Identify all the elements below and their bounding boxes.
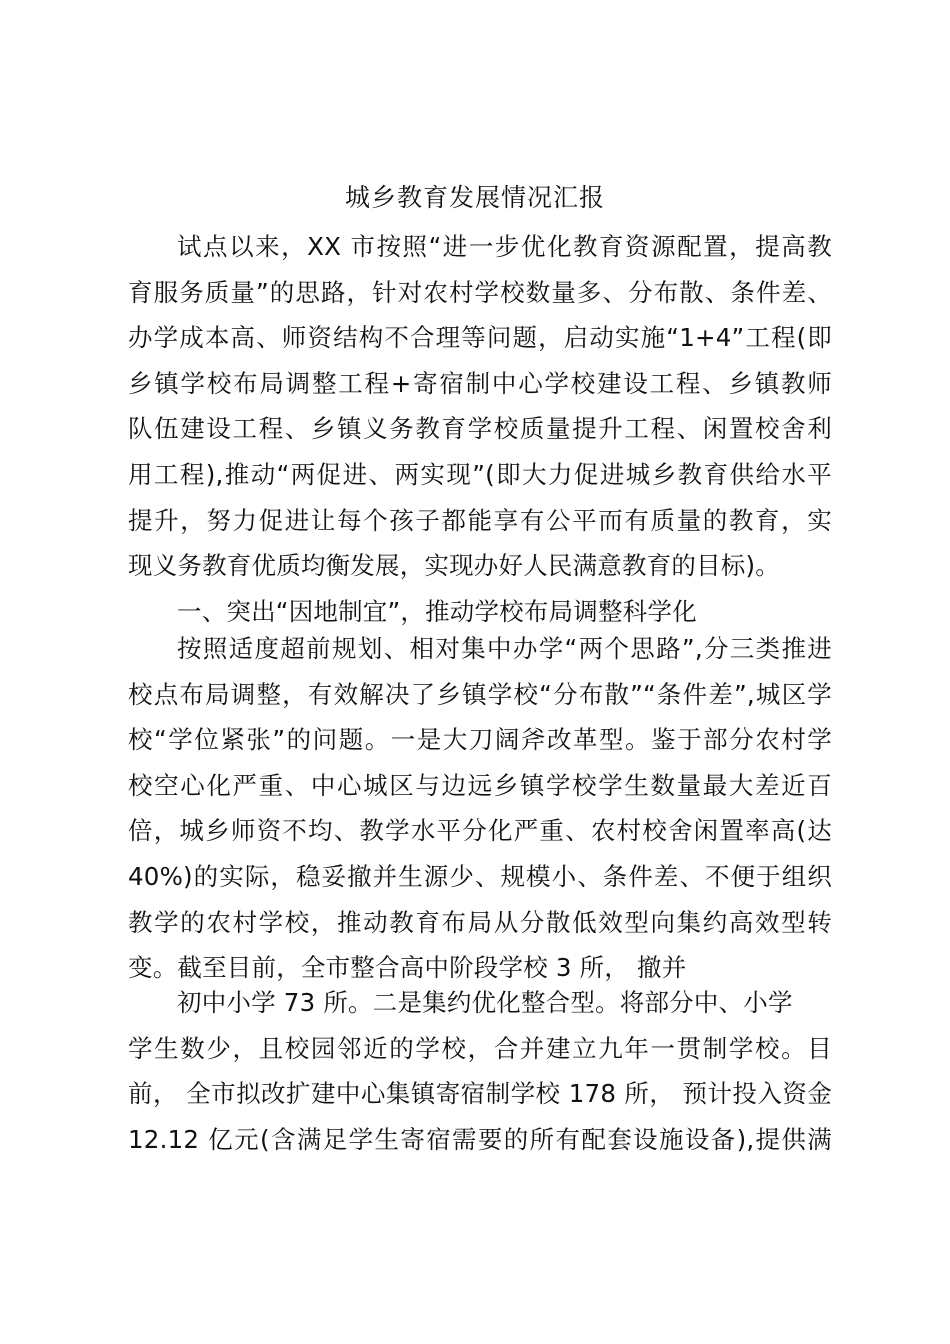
paragraph-line: 校空心化严重、中心城区与边远乡镇学校学生数量最大差近百 [128,770,832,800]
paragraph-line: 前， 全市拟改扩建中心集镇寄宿制学校 178 所， 预计投入资金 [128,1079,832,1109]
paragraph-line: 校点布局调整，有效解决了乡镇学校“分布散”“条件差”,城区学 [128,679,832,709]
paragraph-line: 按照适度超前规划、相对集中办学“两个思路”,分三类推进 [177,634,832,663]
paragraph-line: 变。截至目前，全市整合高中阶段学校 3 所， 撤并 [128,953,687,983]
paragraph-line: 初中小学 73 所。二是集约优化整合型。将部分中、小学 [177,988,793,1017]
paragraph-line: 40%)的实际，稳妥撤并生源少、规模小、条件差、不便于组织 [128,861,832,891]
section-heading: 一、突出“因地制宜”，推动学校布局调整科学化 [177,597,697,626]
paragraph-line: 育服务质量”的思路，针对农村学校数量多、分布散、条件差、 [128,277,832,307]
paragraph-line: 办学成本高、师资结构不合理等问题，启动实施“1+4”工程(即 [128,323,832,353]
paragraph-line: 试点以来，XX 市按照“进一步优化教育资源配置，提高教 [177,232,832,261]
paragraph-line: 教学的农村学校，推动教育布局从分散低效型向集约高效型转 [128,907,832,937]
paragraph-line: 提升，努力促进让每个孩子都能享有公平而有质量的教育，实 [128,505,832,535]
intro-paragraph [128,224,832,589]
paragraph-line: 队伍建设工程、乡镇义务教育学校质量提升工程、闲置校舍利 [128,414,832,444]
document-title: 城乡教育发展情况汇报 [344,183,605,212]
paragraph-line: 用工程),推动“两促进、两实现”(即大力促进城乡教育供给水平 [128,459,832,489]
paragraph-line: 乡镇学校布局调整工程+寄宿制中心学校建设工程、乡镇教师 [128,368,832,398]
continued-paragraph [128,980,832,1162]
paragraph-line: 倍，城乡师资不均、教学水平分化严重、农村校舍闲置率高(达 [128,816,832,846]
paragraph-line: 现义务教育优质均衡发展，实现办好人民满意教育的目标)。 [128,551,780,581]
paragraph-line: 校“学位紧张”的问题。一是大刀阔斧改革型。鉴于部分农村学 [128,725,832,755]
section-paragraph [128,626,832,991]
paragraph-line: 12.12 亿元(含满足学生寄宿需要的所有配套设施设备),提供满 [128,1124,832,1154]
paragraph-line: 学生数少，且校园邻近的学校，合并建立九年一贯制学校。目 [128,1033,832,1063]
